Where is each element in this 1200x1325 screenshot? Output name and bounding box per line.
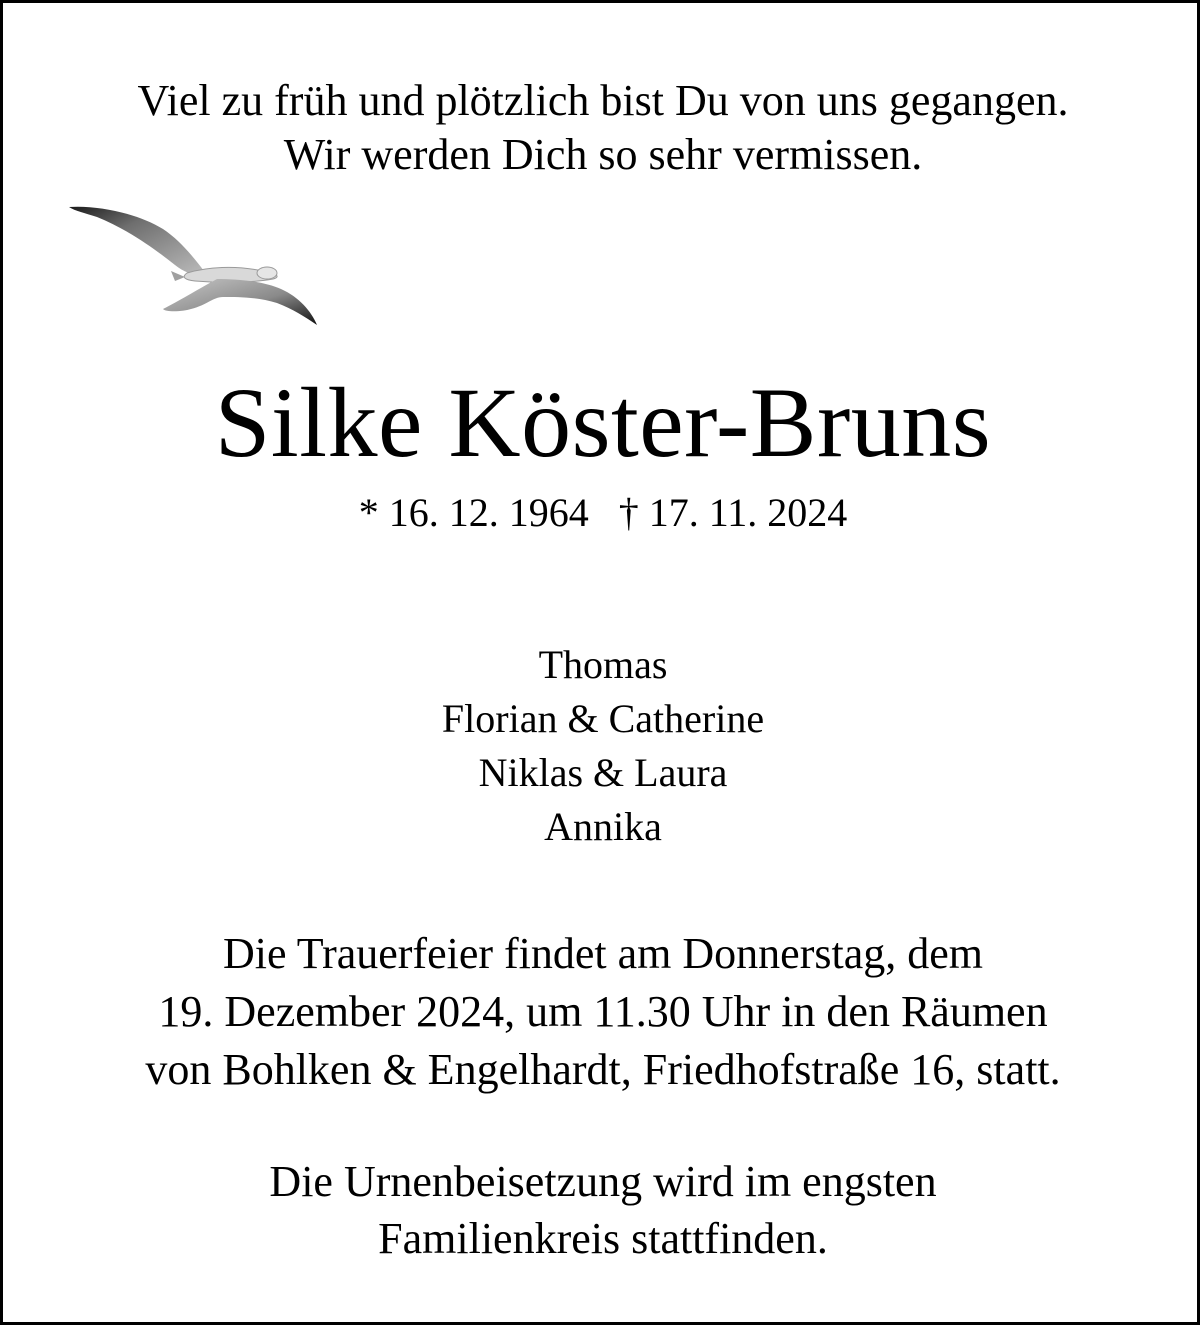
verse-line-2: Wir werden Dich so sehr vermissen. — [283, 130, 923, 179]
burial-line-1: Die Urnenbeisetzung wird im engsten — [269, 1157, 937, 1206]
funeral-line-2: 19. Dezember 2024, um 11.30 Uhr in den Räumen — [158, 987, 1048, 1036]
mourner-name: Thomas — [538, 642, 668, 687]
life-dates — [3, 490, 1200, 535]
mourner-name: Annika — [544, 804, 662, 849]
mourner-name: Niklas & Laura — [478, 750, 728, 795]
deceased-name: Silke Köster-Bruns — [214, 367, 992, 478]
verse-line-1: Viel zu früh und plötzlich bist Du von uns gegangen. — [137, 76, 1069, 125]
burial-line-2: Familienkreis stattfinden. — [378, 1214, 828, 1263]
seagull-icon — [67, 201, 321, 329]
funeral-line-3: von Bohlken & Engelhardt, Friedhofstraße 16, statt. — [145, 1045, 1061, 1094]
mourner-name: Florian & Catherine — [441, 696, 765, 741]
funeral-line-1: Die Trauerfeier findet am Donnerstag, dem — [223, 929, 983, 978]
death-date: † 17. 11. 2024 — [618, 490, 848, 535]
birth-date: * 16. 12. 1964 — [358, 490, 589, 535]
